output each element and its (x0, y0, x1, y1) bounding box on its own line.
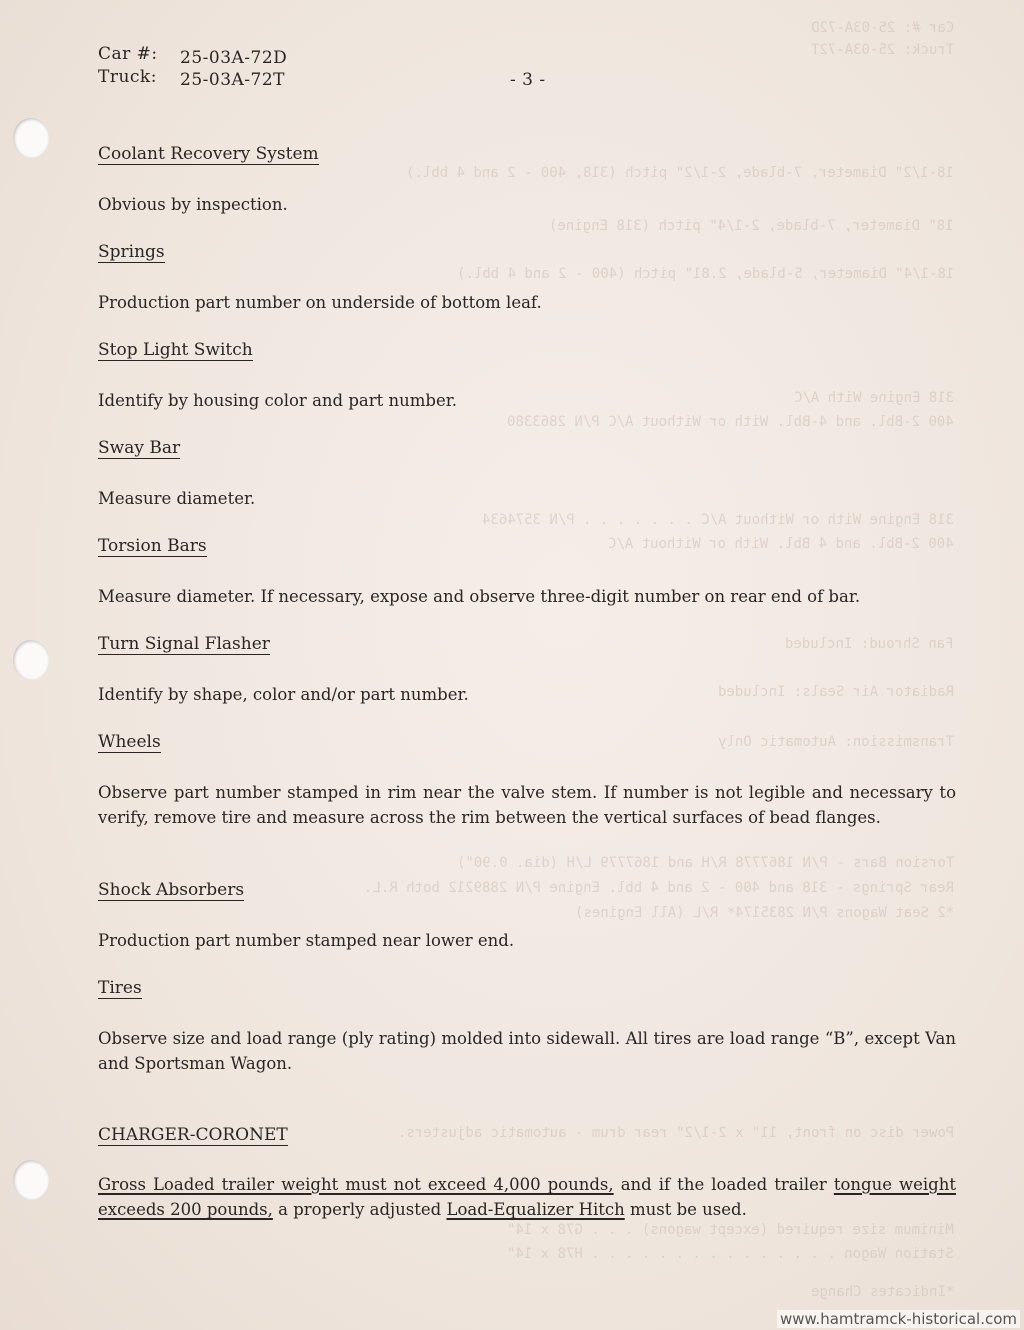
bleed-through-text: 318 Engine With or Without A/C . . . . . . . P/N 3574634 (481, 512, 954, 528)
text-fragment: must be used. (624, 1200, 747, 1219)
bleed-through-text: Power disc on front, 11" x 2-1/2" rear drum - automatic adjusters. (397, 1125, 954, 1141)
section-heading-charger-coronet: CHARGER-CORONET (98, 1125, 288, 1145)
bleed-through-text: Station Wagon . . . . . . . . . . . . . . . H78 x 14" (507, 1246, 954, 1262)
section-heading-stop-light: Stop Light Switch (98, 340, 253, 360)
bleed-through-text: 18-1/4" Diameter, 5-blade, 2.81" pitch (400 - 2 and 4 bbl.) (456, 266, 954, 282)
bleed-through-text: Torsion Bars - P/N 1867778 R/H and 1867779 L/H (dia. 0.90") (456, 855, 954, 871)
page-number: - 3 - (510, 70, 546, 90)
section-text-shock-absorbers: Production part number stamped near lower end. (98, 931, 515, 950)
bleed-through-text: Car #: 25-03A-72D (810, 20, 954, 36)
section-text-sway-bar: Measure diameter. (98, 489, 256, 508)
bleed-through-text: 18-1/2" Diameter, 7-blade, 2-1/2" pitch (318, 400 - 2 and 4 bbl.) (406, 165, 954, 181)
truck-label: Truck: (98, 67, 157, 87)
section-heading-coolant: Coolant Recovery System (98, 144, 319, 164)
truck-number: 25-03A-72T (180, 70, 285, 90)
punch-hole (13, 1160, 49, 1200)
bleed-through-text: 18" Diameter, 7-blade, 2-1/4" pitch (318 Engine) (549, 218, 954, 234)
section-heading-wheels: Wheels (98, 732, 161, 752)
bleed-through-text: *Indicates Change (810, 1284, 954, 1300)
section-text-tires: Observe size and load range (ply rating) molded into sidewall. All tires are load range “B”, except Van and Sportsman Wagon. (98, 1029, 956, 1073)
text-fragment: and if the loaded trailer (613, 1175, 834, 1194)
section-heading-springs: Springs (98, 242, 165, 262)
punch-hole (13, 118, 49, 158)
trailer-weight-limit: Gross Loaded trailer weight must not exceed 4,000 pounds, (98, 1175, 614, 1194)
bleed-through-text: *2 Seat Wagons P/N 2835174* R/L (All Engines) (574, 905, 954, 921)
text-fragment: a properly adjusted (272, 1200, 447, 1219)
section-heading-turn-signal: Turn Signal Flasher (98, 634, 270, 654)
section-text-stop-light: Identify by housing color and part number. (98, 391, 458, 410)
section-text-springs: Production part number on underside of bottom leaf. (98, 293, 542, 312)
website-watermark: www.hamtramck-historical.com (777, 1310, 1020, 1328)
load-equalizer-hitch: Load-Equalizer Hitch (446, 1200, 625, 1219)
section-heading-torsion-bars: Torsion Bars (98, 536, 207, 556)
car-number: 25-03A-72D (180, 48, 288, 68)
punch-hole (13, 640, 49, 680)
bleed-through-text: Rear Springs - 318 and 400 - 2 and 4 bbl. Engine P/N 2889212 both R.L. (363, 880, 954, 896)
section-heading-sway-bar: Sway Bar (98, 438, 181, 458)
section-text-turn-signal: Identify by shape, color and/or part number. (98, 685, 469, 704)
car-label: Car #: (98, 44, 158, 64)
bleed-through-text: Minimum size required (except wagons) . . . G78 x 14" (507, 1222, 954, 1238)
bleed-through-text: 400 2-Bbl. and 4-Bbl. With or Without A/C P/N 2863380 (507, 414, 954, 430)
bleed-through-text: 400 2-Bbl. and 4 Bbl. With or Without A/C (608, 536, 954, 552)
charger-coronet-paragraph (98, 1172, 956, 1222)
section-text-torsion-bars: Measure diameter. If necessary, expose and observe three-digit number on rear end of bar. (98, 587, 861, 606)
section-text-wheels: Observe part number stamped in rim near the valve stem. If number is not legible and necessary to verify, remove tire and measure across the rim between the vertical surfaces of bead flanges. (98, 783, 956, 827)
bleed-through-text: Radiator Air Seals: Included (717, 684, 954, 700)
bleed-through-text: Fan Shroud: Included (785, 636, 954, 652)
bleed-through-text: Transmission: Automatic Only (717, 734, 954, 750)
bleed-through-text: Truck: 25-03A-72T (810, 42, 954, 58)
section-text-coolant: Obvious by inspection. (98, 195, 288, 214)
tongue-weight-limit: tongue weight exceeds 200 pounds, (98, 1175, 956, 1219)
bleed-through-text: 318 Engine With A/C (793, 390, 954, 406)
section-heading-tires: Tires (98, 978, 142, 998)
section-heading-shock-absorbers: Shock Absorbers (98, 880, 245, 900)
